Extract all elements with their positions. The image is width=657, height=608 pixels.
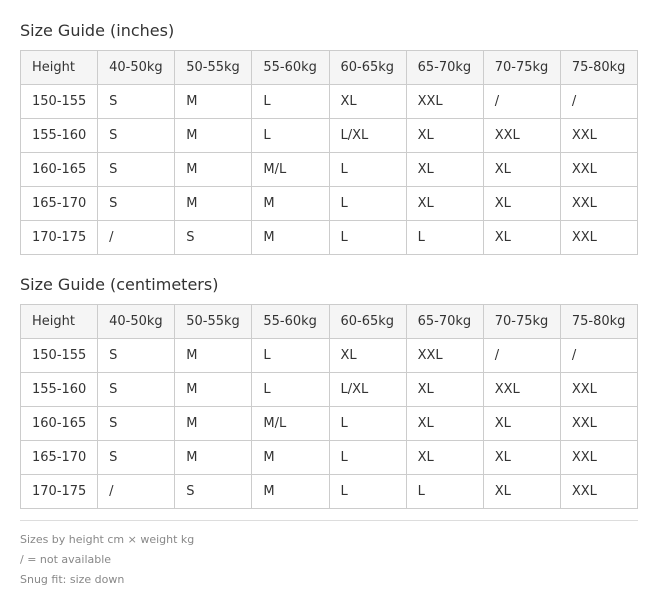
- column-header-weight: 70-75kg: [483, 51, 560, 85]
- column-header-weight: 65-70kg: [406, 305, 483, 339]
- note-not-available: / = not available: [20, 553, 112, 566]
- height-cell: 165-170: [21, 187, 98, 221]
- size-cell: S: [98, 373, 175, 407]
- size-cell: L: [329, 221, 406, 255]
- size-cell: M: [175, 407, 252, 441]
- notes-divider: [20, 520, 638, 521]
- note-size-basis: Sizes by height cm × weight kg: [20, 533, 195, 546]
- height-cell: 165-170: [21, 441, 98, 475]
- size-cell: M: [175, 339, 252, 373]
- height-cell: 170-175: [21, 221, 98, 255]
- size-cell: /: [483, 85, 560, 119]
- size-cell: XL: [406, 187, 483, 221]
- size-cell: /: [560, 85, 637, 119]
- size-cell: M: [175, 187, 252, 221]
- size-cell: S: [98, 187, 175, 221]
- size-cell: XXL: [560, 153, 637, 187]
- column-header-height: Height: [21, 305, 98, 339]
- column-header-weight: 60-65kg: [329, 305, 406, 339]
- table-row: [21, 85, 638, 119]
- size-cell: /: [483, 339, 560, 373]
- column-header-height: Height: [21, 51, 98, 85]
- size-cell: M: [252, 441, 329, 475]
- size-cell: L: [329, 475, 406, 509]
- size-cell: M/L: [252, 407, 329, 441]
- size-cell: S: [98, 407, 175, 441]
- size-cell: XXL: [560, 373, 637, 407]
- size-cell: XL: [329, 85, 406, 119]
- size-cell: XXL: [560, 475, 637, 509]
- note-snug-fit: Snug fit: size down: [20, 573, 125, 586]
- size-cell: XL: [406, 119, 483, 153]
- column-header-weight: 75-80kg: [560, 51, 637, 85]
- size-cell: XXL: [406, 339, 483, 373]
- size-cell: XXL: [560, 119, 637, 153]
- size-cell: L/XL: [329, 373, 406, 407]
- column-header-weight: 50-55kg: [175, 51, 252, 85]
- size-cell: S: [98, 85, 175, 119]
- column-header-weight: 70-75kg: [483, 305, 560, 339]
- table-header-row: [21, 305, 638, 339]
- size-cell: M/L: [252, 153, 329, 187]
- size-notes: [20, 530, 194, 590]
- size-cell: M: [252, 221, 329, 255]
- size-cell: M: [252, 475, 329, 509]
- size-cell: M: [175, 119, 252, 153]
- table-row: [21, 221, 638, 255]
- size-cell: XXL: [483, 373, 560, 407]
- size-cell: XL: [483, 153, 560, 187]
- column-header-weight: 75-80kg: [560, 305, 637, 339]
- column-header-weight: 40-50kg: [98, 51, 175, 85]
- size-guide-inches-title: Size Guide (inches): [20, 21, 175, 40]
- size-cell: L: [252, 373, 329, 407]
- size-cell: XXL: [560, 221, 637, 255]
- size-cell: XL: [406, 153, 483, 187]
- height-cell: 150-155: [21, 339, 98, 373]
- size-cell: XL: [483, 407, 560, 441]
- column-header-weight: 65-70kg: [406, 51, 483, 85]
- size-cell: L: [406, 475, 483, 509]
- size-cell: XXL: [560, 441, 637, 475]
- size-cell: XL: [406, 373, 483, 407]
- size-cell: L: [329, 441, 406, 475]
- size-cell: L: [329, 153, 406, 187]
- size-cell: M: [175, 153, 252, 187]
- size-cell: XL: [483, 441, 560, 475]
- size-cell: M: [175, 441, 252, 475]
- column-header-weight: 40-50kg: [98, 305, 175, 339]
- size-cell: XL: [406, 407, 483, 441]
- size-cell: L: [252, 119, 329, 153]
- size-cell: XL: [329, 339, 406, 373]
- size-cell: /: [98, 221, 175, 255]
- size-cell: L: [329, 407, 406, 441]
- height-cell: 150-155: [21, 85, 98, 119]
- size-guide-centimeters-title: Size Guide (centimeters): [20, 275, 219, 294]
- table-row: [21, 407, 638, 441]
- size-cell: S: [98, 441, 175, 475]
- table-row: [21, 153, 638, 187]
- size-cell: XXL: [560, 187, 637, 221]
- size-cell: XL: [483, 221, 560, 255]
- height-cell: 155-160: [21, 373, 98, 407]
- size-cell: S: [175, 221, 252, 255]
- size-cell: L: [252, 85, 329, 119]
- size-cell: L: [329, 187, 406, 221]
- size-cell: S: [175, 475, 252, 509]
- size-cell: XL: [483, 187, 560, 221]
- size-cell: L/XL: [329, 119, 406, 153]
- column-header-weight: 60-65kg: [329, 51, 406, 85]
- size-cell: M: [252, 187, 329, 221]
- size-cell: L: [252, 339, 329, 373]
- table-row: [21, 475, 638, 509]
- table-row: [21, 441, 638, 475]
- size-cell: XL: [483, 475, 560, 509]
- height-cell: 160-165: [21, 407, 98, 441]
- size-guide-centimeters-table: [20, 304, 638, 509]
- table-row: [21, 373, 638, 407]
- height-cell: 170-175: [21, 475, 98, 509]
- column-header-weight: 55-60kg: [252, 305, 329, 339]
- size-cell: XL: [406, 441, 483, 475]
- size-cell: /: [560, 339, 637, 373]
- size-cell: XXL: [560, 407, 637, 441]
- table-header-row: [21, 51, 638, 85]
- size-cell: S: [98, 153, 175, 187]
- size-cell: XXL: [406, 85, 483, 119]
- size-cell: XXL: [483, 119, 560, 153]
- size-cell: S: [98, 119, 175, 153]
- height-cell: 160-165: [21, 153, 98, 187]
- size-cell: S: [98, 339, 175, 373]
- table-row: [21, 339, 638, 373]
- size-cell: /: [98, 475, 175, 509]
- height-cell: 155-160: [21, 119, 98, 153]
- column-header-weight: 55-60kg: [252, 51, 329, 85]
- size-guide-inches-table: [20, 50, 638, 255]
- column-header-weight: 50-55kg: [175, 305, 252, 339]
- size-cell: L: [406, 221, 483, 255]
- size-cell: M: [175, 85, 252, 119]
- table-row: [21, 119, 638, 153]
- size-cell: M: [175, 373, 252, 407]
- table-row: [21, 187, 638, 221]
